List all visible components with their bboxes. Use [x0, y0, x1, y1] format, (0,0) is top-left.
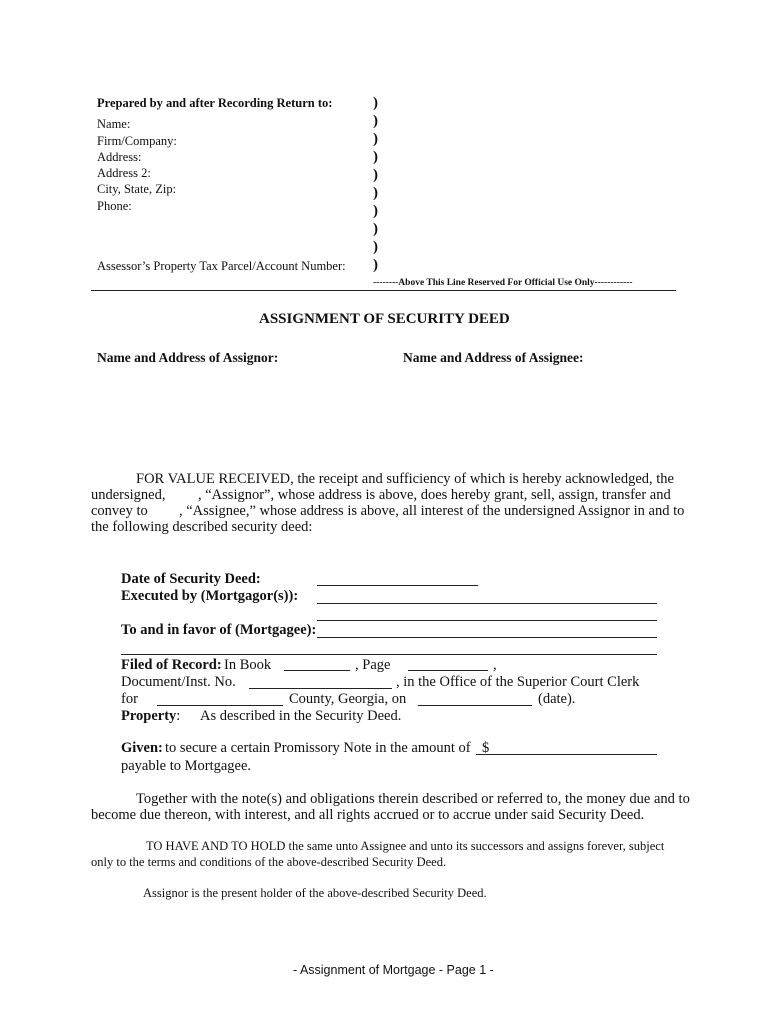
- page-comma: ,: [493, 657, 497, 673]
- address-label: Address:: [97, 150, 142, 164]
- undersigned-label: undersigned,: [91, 487, 166, 503]
- mortgagee-field-1[interactable]: [317, 620, 657, 621]
- county-field[interactable]: [157, 705, 283, 706]
- page-footer: - Assignment of Mortgage - Page 1 -: [293, 963, 494, 977]
- paren: ): [373, 221, 378, 237]
- dollar-sign: $: [482, 740, 490, 756]
- habendum-line-1: TO HAVE AND TO HOLD the same unto Assignee and unto its successors and assigns forever, subject: [146, 839, 665, 853]
- assignee-label: Name and Address of Assignee:: [403, 350, 584, 365]
- for-label: for: [121, 691, 138, 707]
- clerk-office-text: , in the Office of the Superior Court Clerk: [396, 674, 640, 690]
- convey-to-label: convey to: [91, 503, 148, 519]
- assignor-label: Name and Address of Assignor:: [97, 350, 279, 365]
- paren: ): [373, 131, 378, 147]
- details-divider: [121, 654, 657, 655]
- page-field[interactable]: [408, 670, 488, 671]
- mortgagor-field[interactable]: [317, 603, 657, 604]
- address2-label: Address 2:: [97, 166, 151, 180]
- paren: ): [373, 239, 378, 255]
- together-line-1: Together with the note(s) and obligations therein described or referred to, the money due and to: [136, 791, 690, 807]
- date-of-deed-field[interactable]: [317, 585, 478, 586]
- payable-text: payable to Mortgagee.: [121, 758, 252, 774]
- given-label: Given:: [121, 740, 163, 756]
- property-description: As described in the Security Deed.: [200, 708, 402, 724]
- paren: ): [373, 113, 378, 129]
- date-of-deed-label: Date of Security Deed:: [121, 571, 261, 587]
- paren: ): [373, 185, 378, 201]
- recording-divider: [91, 290, 676, 291]
- executed-by-label: Executed by (Mortgagor(s)):: [121, 588, 299, 604]
- property-row: [121, 708, 180, 725]
- mortgagee-field-2[interactable]: [317, 637, 657, 638]
- name-label: Name:: [97, 117, 131, 131]
- prepared-by-label: Prepared by and after Recording Return to:: [97, 96, 333, 110]
- consideration-line-3: , “Assignee,” whose address is above, all interest of the undersigned Assignor in and to: [179, 503, 685, 519]
- document-number-field[interactable]: [249, 688, 392, 689]
- paren: ): [373, 95, 378, 111]
- paren: ): [373, 257, 378, 273]
- city-state-zip-label: City, State, Zip:: [97, 182, 177, 196]
- reserved-line-text: --------Above This Line Reserved For Official Use Only------------: [373, 278, 633, 288]
- parcel-number-label: Assessor’s Property Tax Parcel/Account Number:: [97, 259, 346, 273]
- paren: ): [373, 167, 378, 183]
- county-georgia-text: County, Georgia, on: [289, 691, 407, 707]
- filed-of-record-label: Filed of Record:: [121, 657, 222, 673]
- page-label: , Page: [355, 657, 391, 673]
- consideration-line-2: , “Assignor”, whose address is above, does hereby grant, sell, assign, transfer and: [198, 487, 671, 503]
- mortgagee-label: To and in favor of (Mortgagee):: [121, 622, 317, 638]
- property-label: Property: [121, 708, 177, 724]
- together-line-2: become due thereon, with interest, and all rights accrued or to accrue under said Security Deed.: [91, 807, 645, 823]
- book-field[interactable]: [284, 670, 350, 671]
- firm-label: Firm/Company:: [97, 134, 177, 148]
- in-book-label: In Book: [224, 657, 272, 673]
- consideration-line-4: the following described security deed:: [91, 519, 313, 535]
- habendum-line-2: only to the terms and conditions of the above-described Security Deed.: [91, 855, 447, 869]
- document-number-label: Document/Inst. No.: [121, 674, 236, 690]
- document-title: ASSIGNMENT OF SECURITY DEED: [259, 311, 510, 327]
- consideration-line-1: FOR VALUE RECEIVED, the receipt and sufficiency of which is hereby acknowledged, the: [136, 471, 674, 487]
- paren: ): [373, 149, 378, 165]
- given-text: to secure a certain Promissory Note in the amount of: [165, 740, 471, 756]
- amount-field[interactable]: [476, 754, 657, 755]
- record-date-field[interactable]: [418, 705, 532, 706]
- date-suffix: (date).: [538, 691, 576, 707]
- property-colon: :: [176, 708, 181, 724]
- holder-statement: Assignor is the present holder of the above-described Security Deed.: [143, 886, 487, 900]
- phone-label: Phone:: [97, 199, 132, 213]
- paren: ): [373, 203, 378, 219]
